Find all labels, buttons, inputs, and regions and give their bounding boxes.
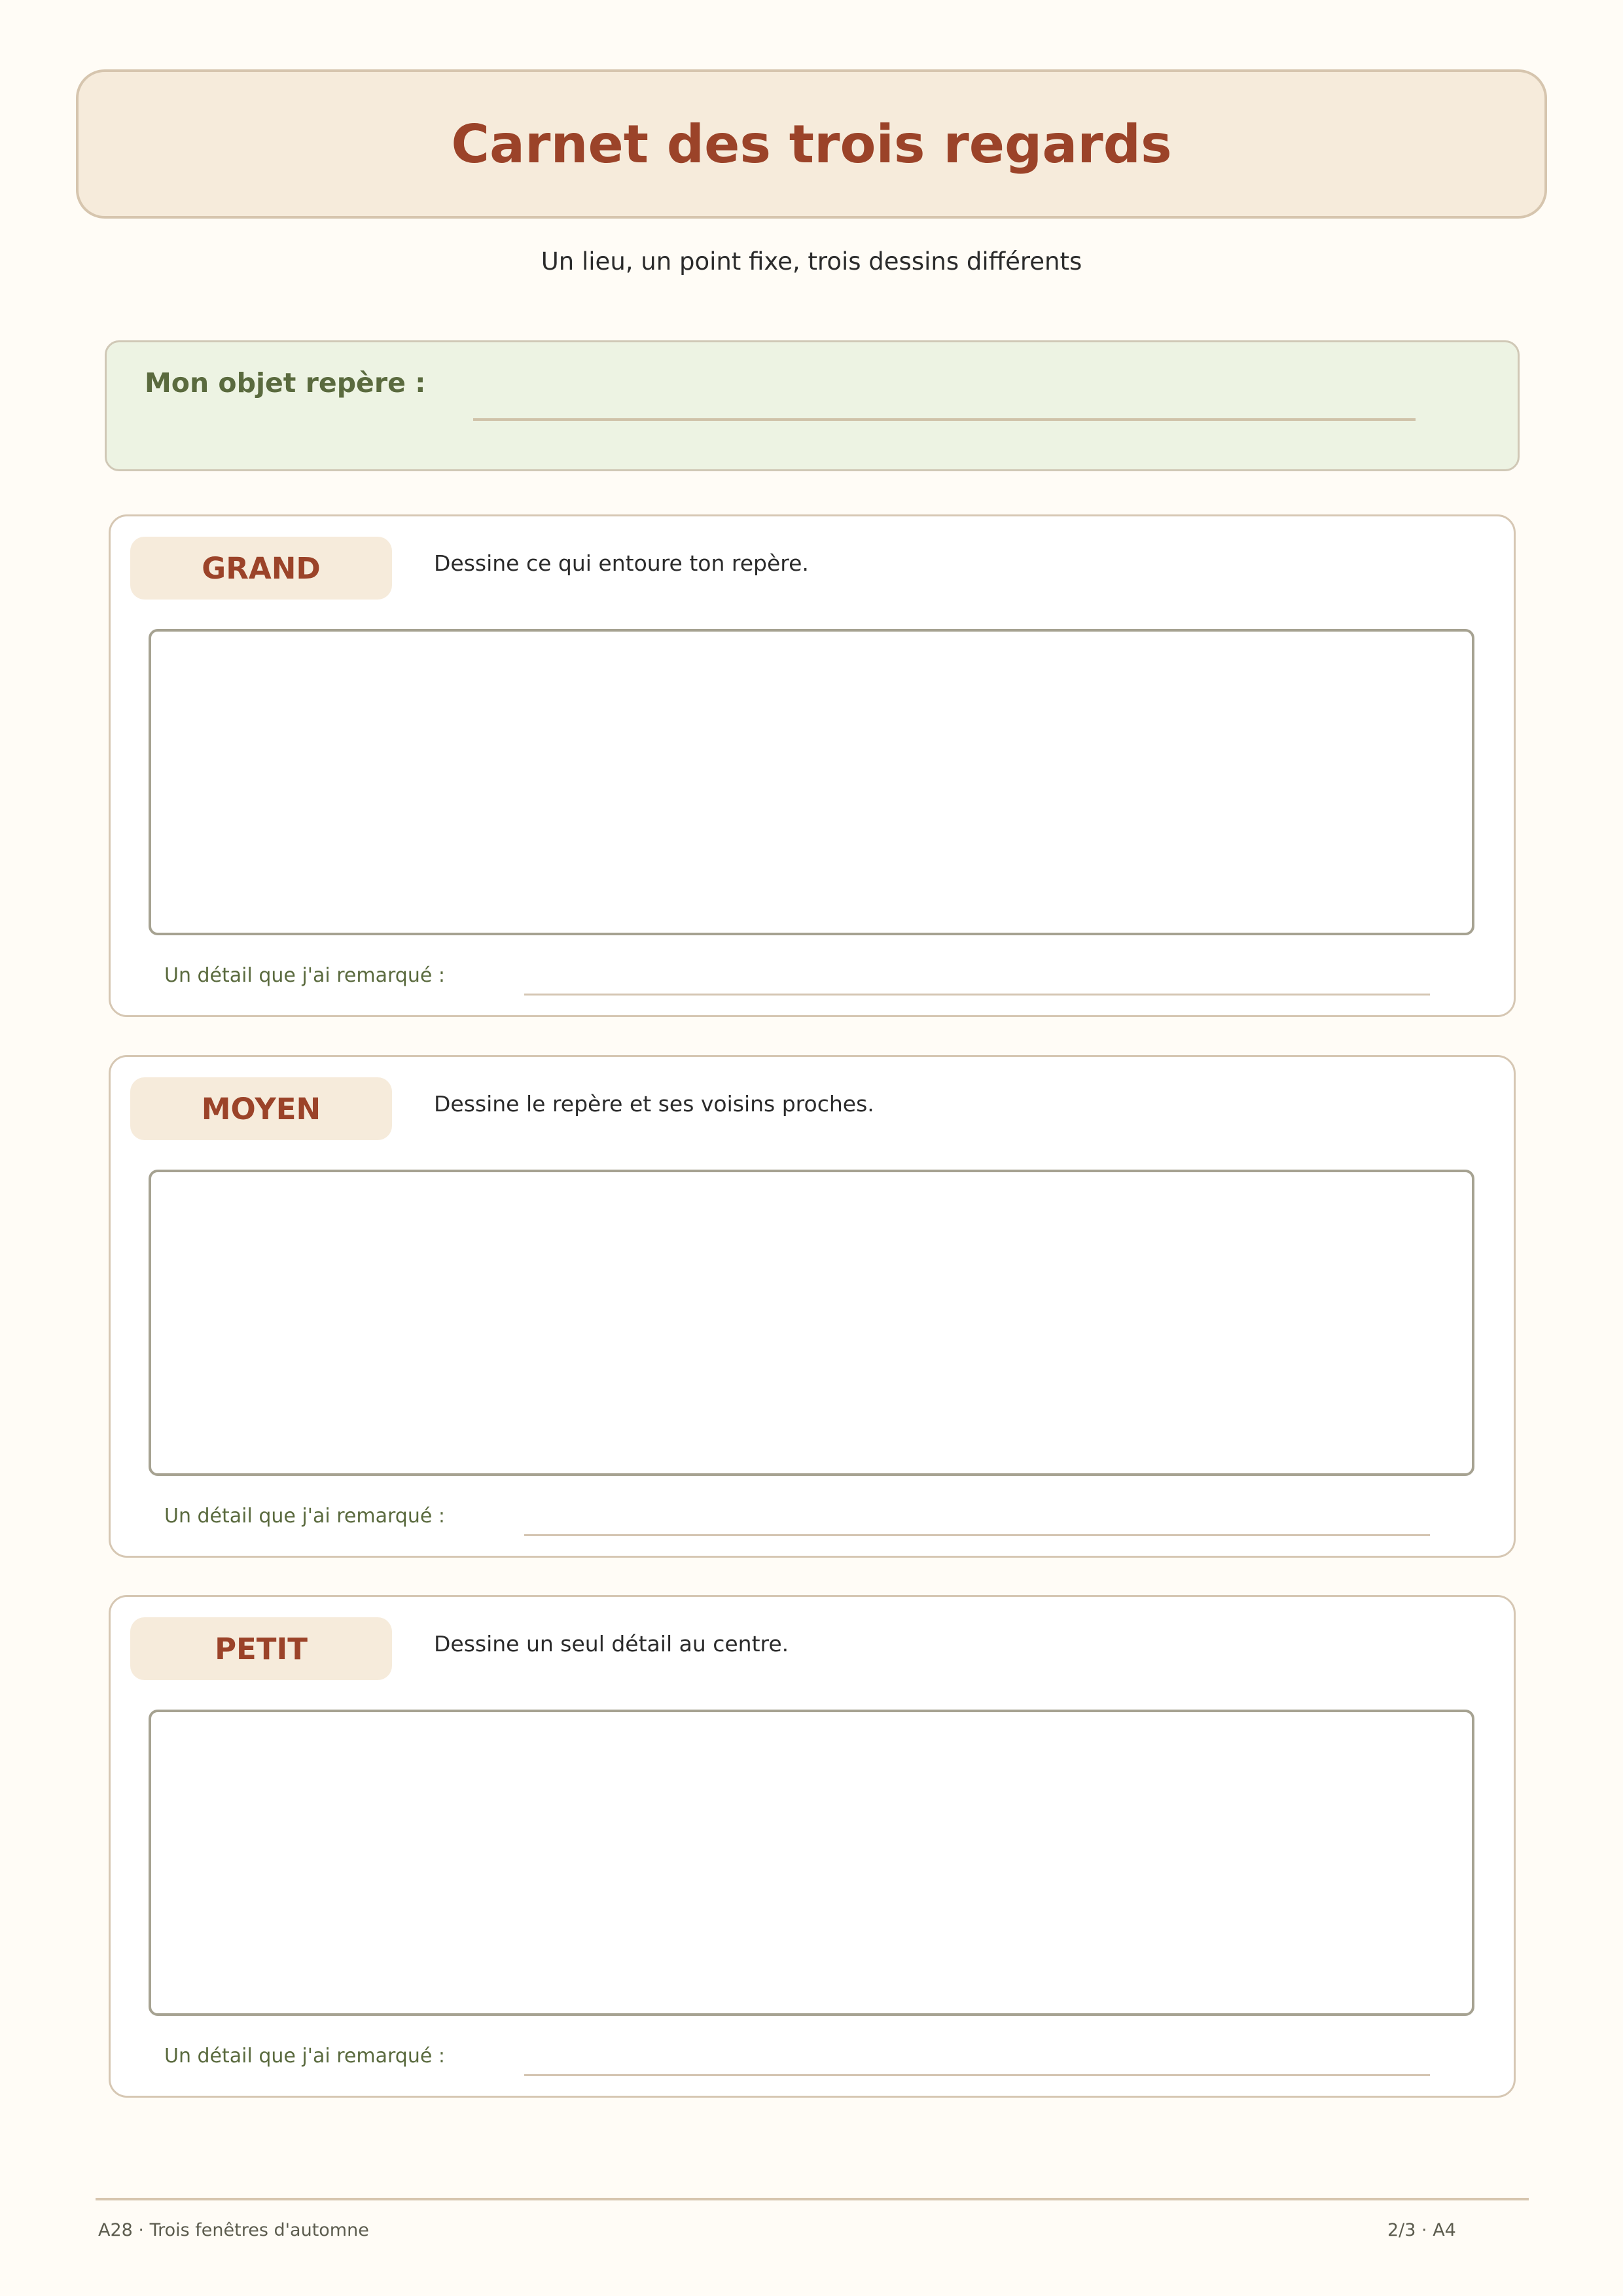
- section-tag: MOYEN: [130, 1077, 392, 1140]
- section-petit: [109, 1595, 1516, 2098]
- drawing-area[interactable]: [149, 1710, 1474, 2016]
- drawing-area[interactable]: [149, 1170, 1474, 1476]
- detail-write-line[interactable]: [524, 1534, 1430, 1536]
- title-banner: [76, 69, 1547, 219]
- section-tag: GRAND: [130, 537, 392, 600]
- footer-series-label: A28 · Trois fenêtres d'automne: [98, 2220, 369, 2240]
- detail-write-line[interactable]: [524, 994, 1430, 996]
- page-subtitle: Un lieu, un point fixe, trois dessins différents: [541, 247, 1082, 276]
- section-instruction: Dessine un seul détail au centre.: [434, 1631, 789, 1657]
- page-title: Carnet des trois regards: [451, 113, 1172, 175]
- section-instruction: Dessine le repère et ses voisins proches.: [434, 1091, 874, 1117]
- anchor-object-label: Mon objet repère :: [145, 367, 426, 399]
- anchor-object-panel: [105, 340, 1520, 471]
- drawing-area[interactable]: [149, 629, 1474, 935]
- detail-label: Un détail que j'ai remarqué :: [164, 2045, 445, 2068]
- detail-label: Un détail que j'ai remarqué :: [164, 1505, 445, 1528]
- anchor-object-write-line[interactable]: [473, 418, 1416, 421]
- section-grand: [109, 514, 1516, 1017]
- footer-divider: [96, 2198, 1529, 2200]
- detail-label: Un détail que j'ai remarqué :: [164, 964, 445, 987]
- footer-page-number: 2/3 · A4: [1387, 2220, 1456, 2240]
- section-moyen: [109, 1055, 1516, 1558]
- detail-write-line[interactable]: [524, 2074, 1430, 2076]
- section-instruction: Dessine ce qui entoure ton repère.: [434, 550, 809, 576]
- section-tag: PETIT: [130, 1617, 392, 1680]
